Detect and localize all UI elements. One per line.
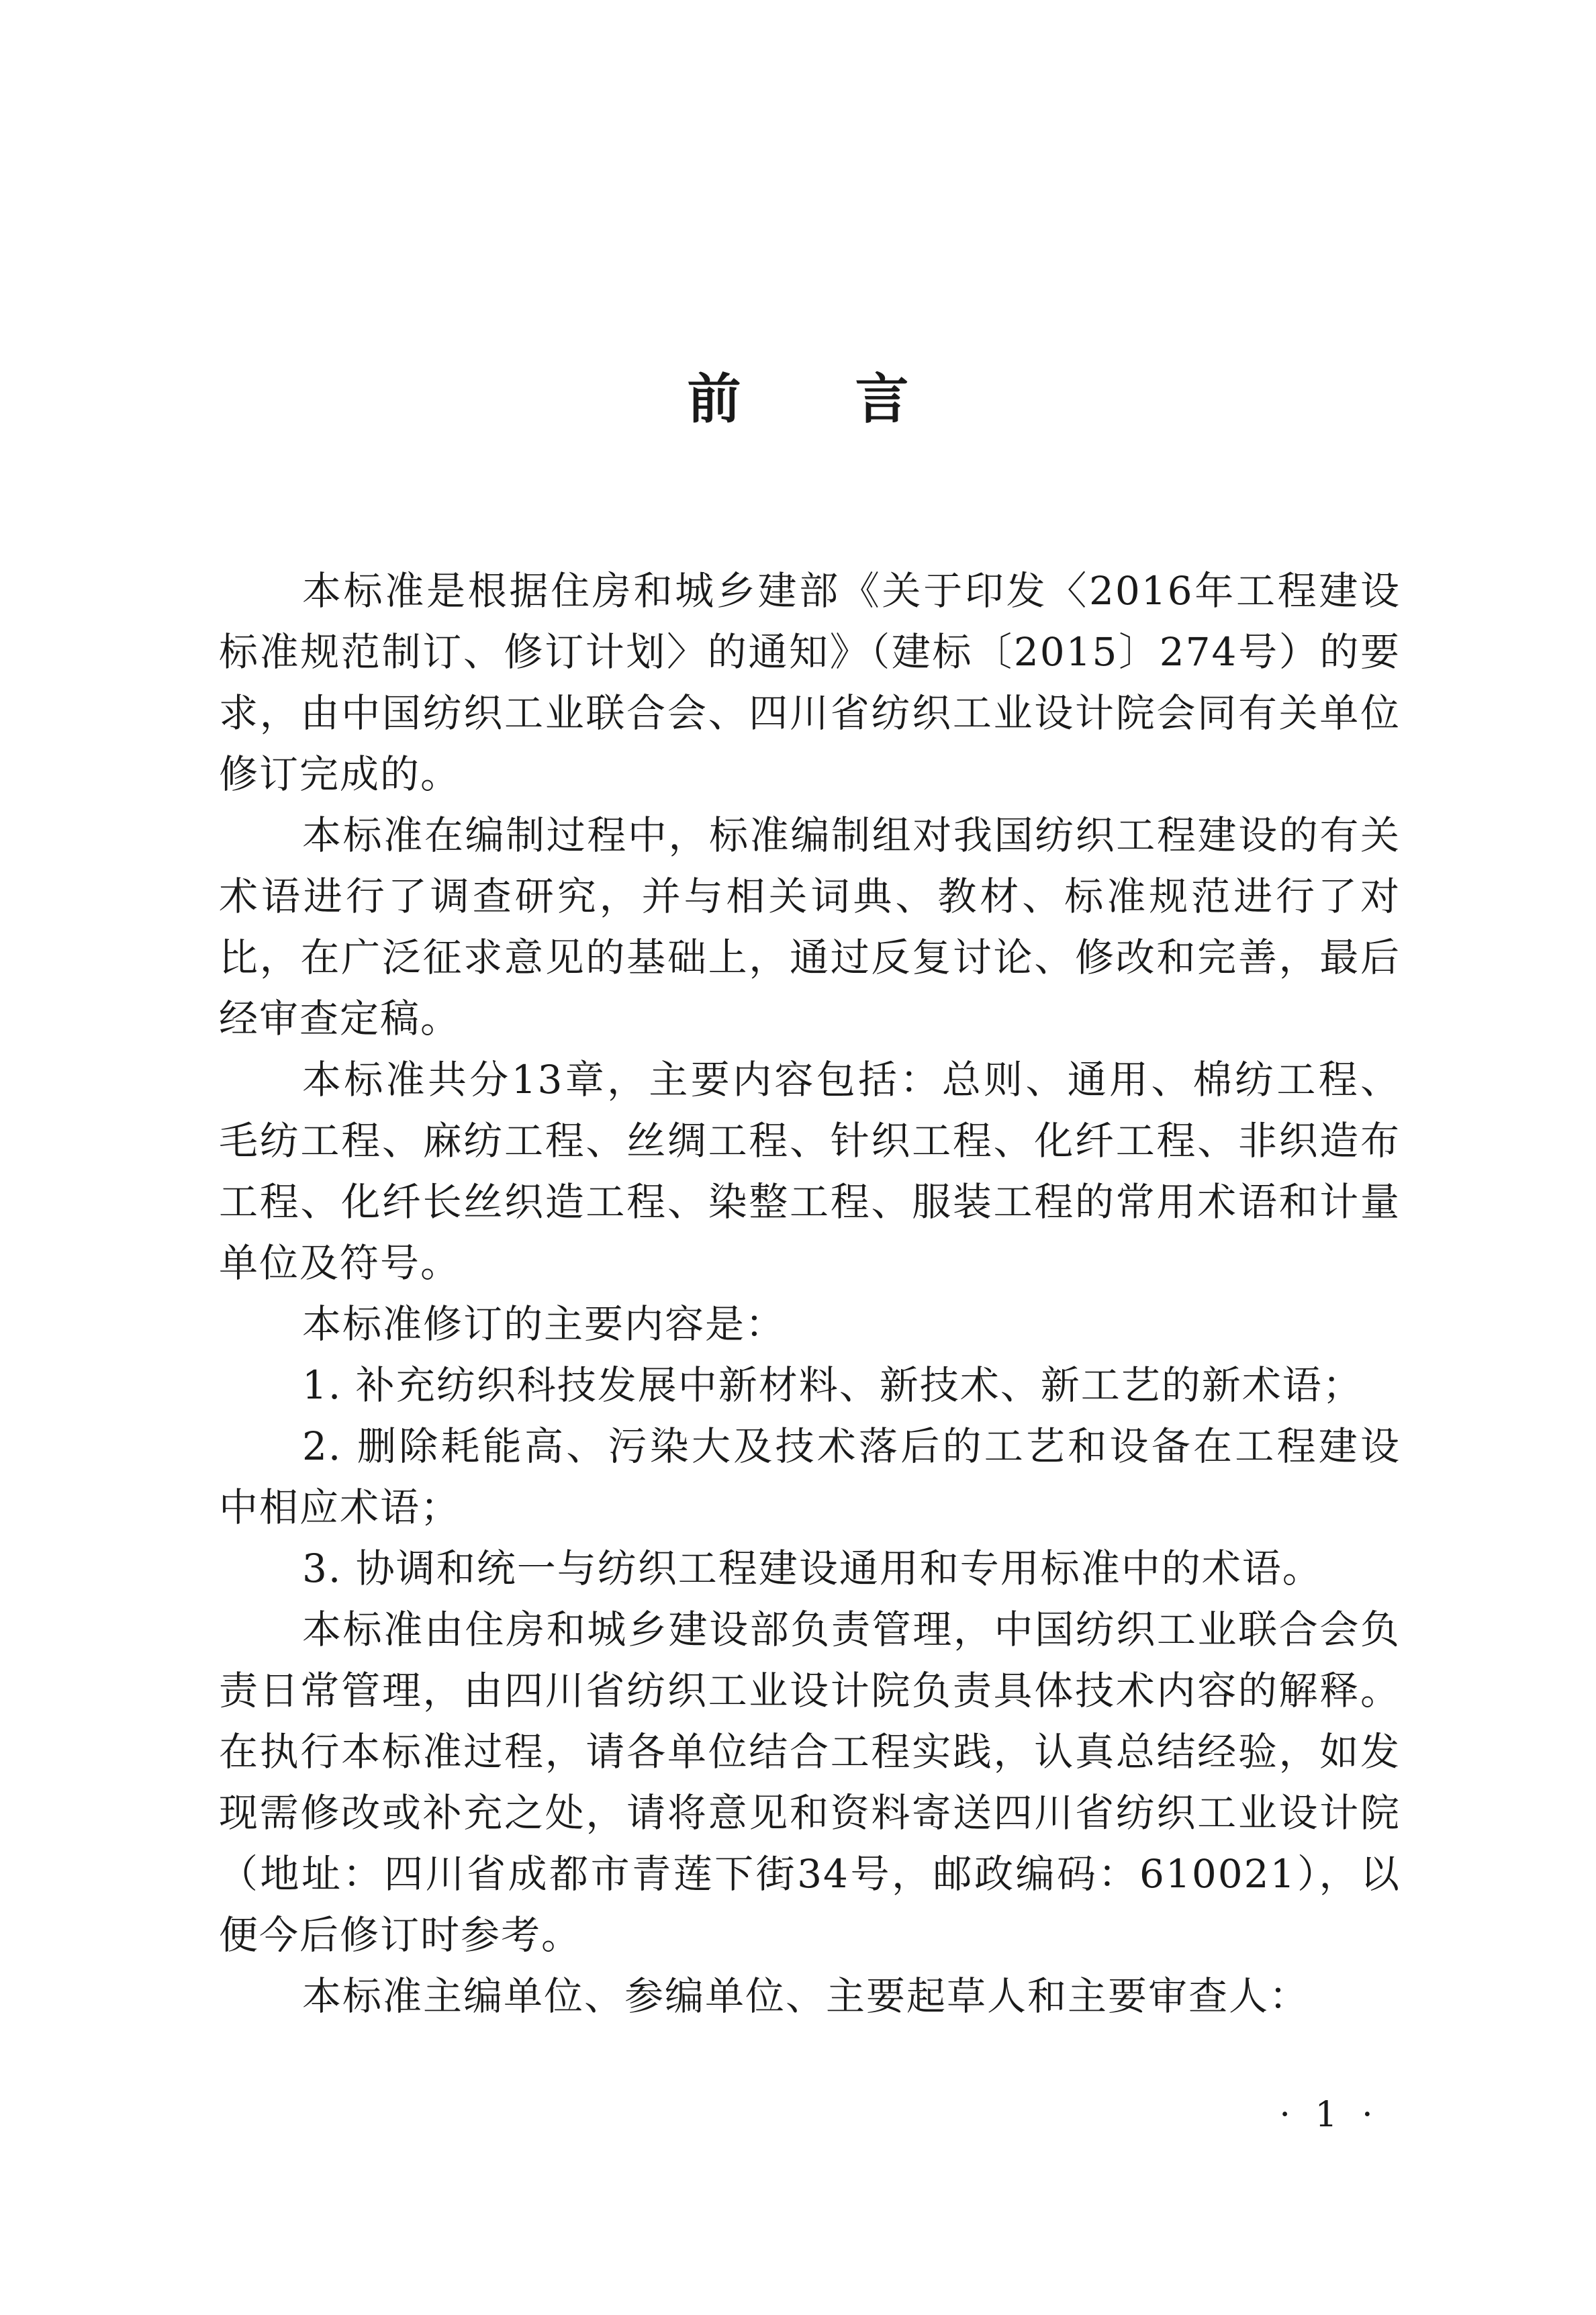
list-item-revision-3: 3. 协调和统一与纺织工程建设通用和专用标准中的术语。 [302, 1546, 1323, 1591]
preface-body [219, 561, 1401, 2027]
paragraph-units: 本标准主编单位、参编单位、主要起草人和主要审查人： [302, 1973, 1310, 2019]
list-item-revision-1: 1. 补充纺织科技发展中新材料、新技术、新工艺的新术语； [302, 1362, 1363, 1408]
list-item-revision-2: 2. 删除耗能高、污染大及技术落后的工艺和设备在工程建设中相应术语； [219, 1423, 1401, 1530]
paragraph-process: 本标准在编制过程中，标准编制组对我国纺织工程建设的有关术语进行了调查研究，并与相关词典、教材、标准规范进行了对比，在广泛征求意见的基础上，通过反复讨论、修改和完善，最后经审查定稿。 [219, 812, 1401, 1041]
page-number: · 1 · [1279, 2095, 1380, 2135]
title-char-1: 前 [687, 368, 741, 430]
paragraph-basis: 本标准是根据住房和城乡建部《关于印发〈2016年工程建设标准规范制订、修订计划〉的通知》（建标〔2015〕274号）的要求，由中国纺织工业联合会、四川省纺织工业设计院会同有关单位修订完成的。 [219, 568, 1401, 797]
paragraph-revision-intro: 本标准修订的主要内容是： [302, 1301, 786, 1347]
paragraph-management: 本标准由住房和城乡建设部负责管理，中国纺织工业联合会负责日常管理，由四川省纺织工业设计院负责具体技术内容的解释。在执行本标准过程，请各单位结合工程实践，认真总结经验，如发现需修改或补充之处，请将意见和资料寄送四川省纺织工业设计院（地址：四川省成都市青莲下街34号，邮政编码：610021），以便今后修订时参考。 [219, 1607, 1401, 1958]
page-title [0, 366, 1596, 433]
paragraph-contents: 本标准共分13章，主要内容包括：总则、通用、棉纺工程、毛纺工程、麻纺工程、丝绸工程、针织工程、化纤工程、非织造布工程、化纤长丝织造工程、染整工程、服装工程的常用术语和计量单位及符号。 [219, 1057, 1401, 1286]
title-char-2: 言 [855, 368, 909, 430]
